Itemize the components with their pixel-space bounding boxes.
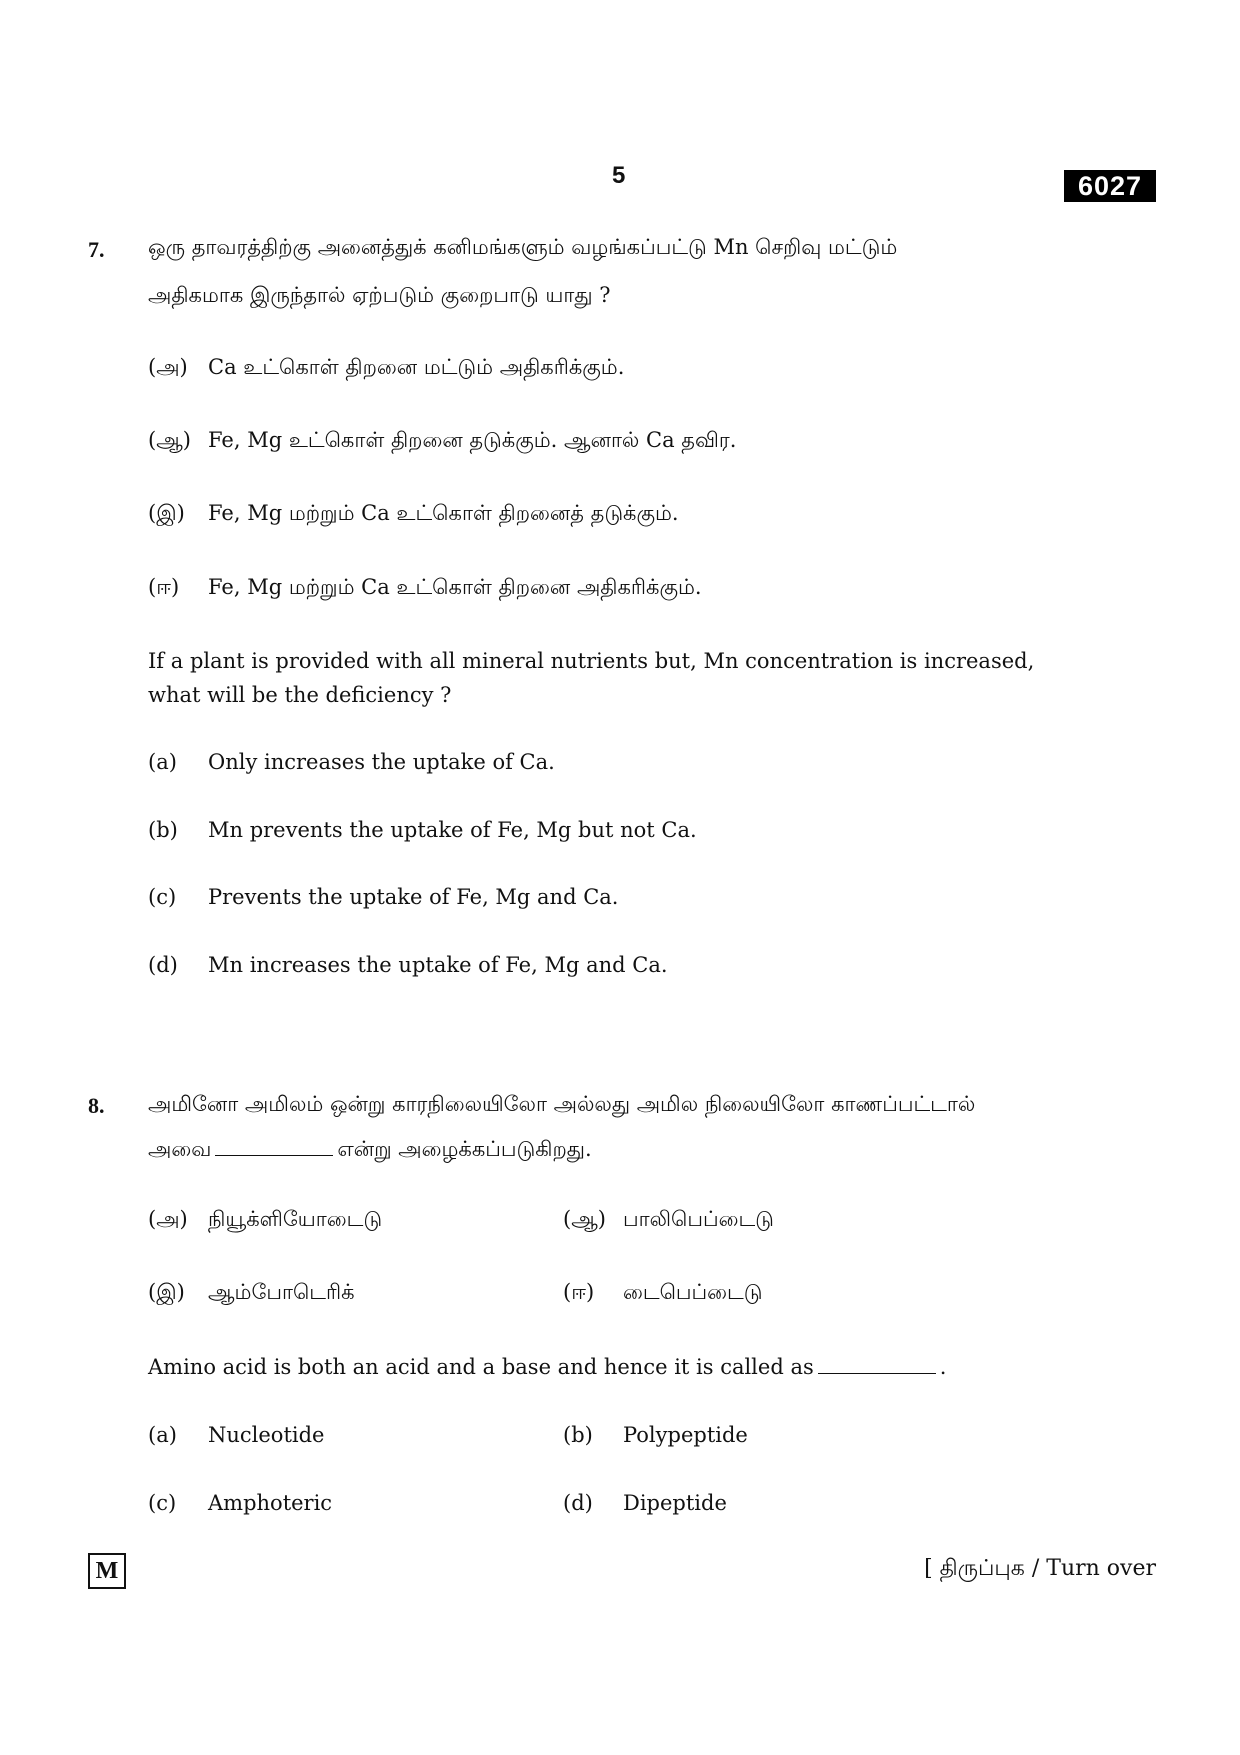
q7-english-option-b-text: Mn prevents the uptake of Fe, Mg but not Ca. [208, 818, 697, 842]
question-8-tamil-line-2 [148, 1134, 592, 1164]
q7-tamil-option-1-label: (அ) [148, 355, 188, 379]
question-7-tamil-line-1: ஒரு தாவரத்திற்கு அனைத்துக் கனிமங்களும் வழங்கப்பட்டு Mn செறிவு மட்டும் [148, 235, 898, 259]
question-7-number: 7. [88, 237, 105, 262]
q7-english-option-d-text: Mn increases the uptake of Fe, Mg and Ca. [208, 953, 668, 977]
q7-english-option-d-label: (d) [148, 953, 178, 977]
question-8-english-line-end: . [939, 1355, 947, 1379]
q8-english-option-d-label: (d) [563, 1491, 593, 1515]
q8-tamil-option-2-label: (ஆ) [563, 1207, 606, 1231]
page-number: 5 [612, 162, 626, 189]
turn-over-label: [ திருப்புக / Turn over [924, 1556, 1156, 1581]
paper-code-badge: 6027 [1064, 170, 1156, 202]
q7-tamil-option-3-label: (இ) [148, 501, 185, 525]
q8-english-option-b-label: (b) [563, 1423, 593, 1447]
question-8-tamil-line-1: அமினோ அமிலம் ஒன்று காரநிலையிலோ அல்லது அமில நிலையிலோ காணப்பட்டால் [148, 1092, 976, 1116]
q7-english-option-b-label: (b) [148, 818, 178, 842]
q8-english-option-a-label: (a) [148, 1423, 177, 1447]
question-8-tamil-line-2-start: அவை [148, 1137, 212, 1161]
q8-tamil-option-4-text: டைபெப்டைடு [623, 1280, 763, 1304]
q8-tamil-option-3-text: ஆம்போடெரிக் [208, 1280, 355, 1304]
medium-mark-box: M [88, 1553, 126, 1589]
question-7-english-line-2: what will be the deficiency ? [148, 683, 452, 707]
question-7-tamil-line-2: அதிகமாக இருந்தால் ஏற்படும் குறைபாடு யாது ? [148, 283, 611, 307]
q7-tamil-option-4-label: (ஈ) [148, 575, 180, 599]
question-8-english-line-start: Amino acid is both an acid and a base and hence it is called as [148, 1355, 814, 1379]
answer-blank [818, 1355, 936, 1374]
q8-english-option-d-text: Dipeptide [623, 1491, 727, 1515]
question-8-number: 8. [88, 1093, 105, 1118]
q7-english-option-c-text: Prevents the uptake of Fe, Mg and Ca. [208, 885, 619, 909]
q8-tamil-option-2-text: பாலிபெப்டைடு [623, 1207, 774, 1231]
q8-tamil-option-4-label: (ஈ) [563, 1280, 595, 1304]
answer-blank [215, 1137, 333, 1156]
q8-english-option-c-label: (c) [148, 1491, 177, 1515]
q7-english-option-a-label: (a) [148, 750, 177, 774]
q8-english-option-b-text: Polypeptide [623, 1423, 748, 1447]
q7-english-option-c-label: (c) [148, 885, 177, 909]
q7-tamil-option-3-text: Fe, Mg மற்றும் Ca உட்கொள் திறனைத் தடுக்கும். [208, 501, 679, 525]
q8-tamil-option-3-label: (இ) [148, 1280, 185, 1304]
q8-tamil-option-1-label: (அ) [148, 1207, 188, 1231]
question-8-tamil-line-2-end: என்று அழைக்கப்படுகிறது. [337, 1137, 592, 1161]
question-8-english-line [148, 1352, 946, 1382]
q7-tamil-option-2-text: Fe, Mg உட்கொள் திறனை தடுக்கும். ஆனால் Ca தவிர. [208, 428, 737, 452]
question-7-english-line-1: If a plant is provided with all mineral nutrients but, Mn concentration is increased, [148, 649, 1035, 673]
q8-tamil-option-1-text: நியூக்ளியோடைடு [208, 1207, 383, 1231]
q8-english-option-c-text: Amphoteric [208, 1491, 333, 1515]
q7-tamil-option-2-label: (ஆ) [148, 428, 191, 452]
q7-tamil-option-4-text: Fe, Mg மற்றும் Ca உட்கொள் திறனை அதிகரிக்கும். [208, 575, 702, 599]
q7-tamil-option-1-text: Ca உட்கொள் திறனை மட்டும் அதிகரிக்கும். [208, 355, 625, 379]
q8-english-option-a-text: Nucleotide [208, 1423, 325, 1447]
q7-english-option-a-text: Only increases the uptake of Ca. [208, 750, 555, 774]
